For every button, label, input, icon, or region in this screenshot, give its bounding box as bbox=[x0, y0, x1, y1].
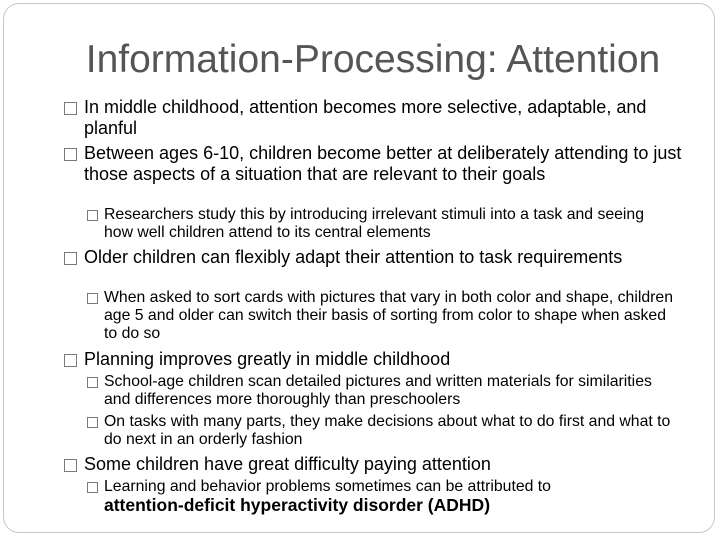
bullet-box-icon bbox=[64, 354, 77, 367]
bullet-text: Planning improves greatly in middle childhood bbox=[84, 349, 451, 369]
bullet-item bbox=[84, 454, 688, 475]
slide-title: Information-Processing: Attention bbox=[85, 38, 661, 81]
bullet-box-icon bbox=[64, 102, 77, 115]
bullet-item bbox=[84, 97, 688, 139]
bullet-box-icon bbox=[87, 417, 98, 428]
sub-bullet-item bbox=[104, 289, 674, 343]
bullet-box-icon bbox=[87, 482, 98, 493]
bullet-text: Older children can flexibly adapt their attention to task requirements bbox=[84, 247, 623, 267]
bullet-text: Some children have great difficulty paying attention bbox=[84, 454, 491, 474]
bullet-box-icon bbox=[64, 459, 77, 472]
bullet-text: Between ages 6-10, children become better at deliberately attending to just those aspects of a situation that are relevant to their goals bbox=[84, 143, 682, 184]
bullet-item bbox=[84, 349, 688, 370]
bullet-text: Researchers study this by introducing irrelevant stimuli into a task and seeing how well children attend to its central elements bbox=[104, 206, 644, 241]
bullet-text: On tasks with many parts, they make decisions about what to do first and what to do next in an orderly fashion bbox=[104, 413, 671, 448]
sub-bullet-item bbox=[104, 478, 674, 514]
bullet-text: School-age children scan detailed pictures and written materials for similarities and differences more thoroughly than preschoolers bbox=[104, 373, 652, 408]
bullet-item bbox=[84, 143, 688, 185]
bullet-text: In middle childhood, attention becomes more selective, adaptable, and planful bbox=[84, 97, 647, 138]
sub-bullet-item bbox=[104, 206, 674, 242]
bullet-box-icon bbox=[87, 293, 98, 304]
bullet-item bbox=[84, 247, 688, 268]
bullet-box-icon bbox=[87, 210, 98, 221]
sub-bullet-item bbox=[104, 413, 674, 449]
bullet-box-icon bbox=[64, 252, 77, 265]
bullet-box-icon bbox=[87, 377, 98, 388]
sub-bullet-item bbox=[104, 373, 674, 409]
adhd-term: attention-deficit hyperactivity disorder (ADHD) bbox=[104, 495, 491, 515]
bullet-text: Learning and behavior problems sometimes can be attributed to bbox=[104, 478, 551, 495]
bullet-text: When asked to sort cards with pictures that vary in both color and shape, children age 5 and older can switch their basis of sorting from color to shape when asked to do so bbox=[104, 289, 673, 342]
bullet-box-icon bbox=[64, 148, 77, 161]
